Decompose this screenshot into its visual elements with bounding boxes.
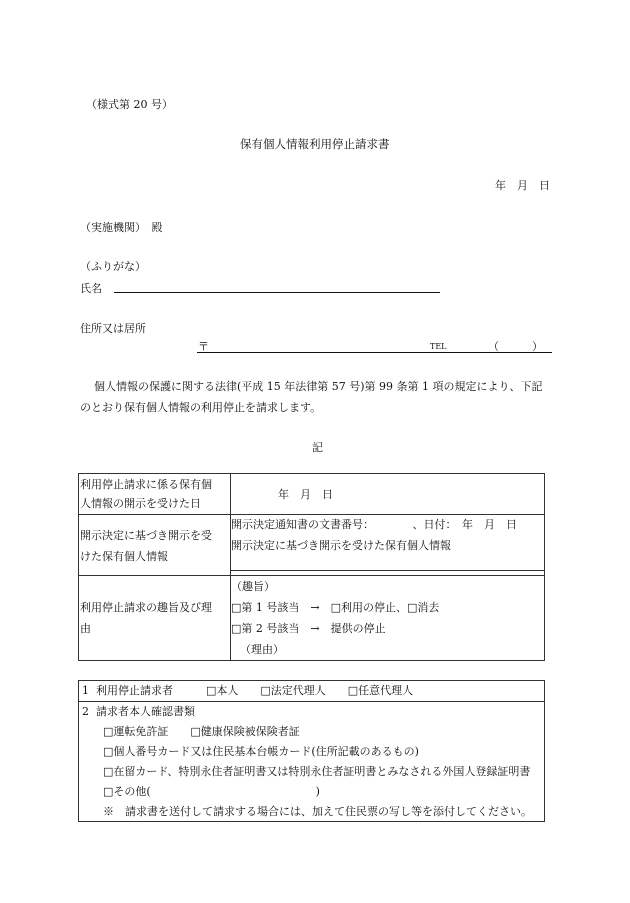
furigana-label: （ふりがな） <box>80 260 146 273</box>
row2-label-1: 開示決定に基づき開示を受 <box>80 529 212 542</box>
name-label: 氏名 <box>80 282 102 295</box>
table-row-divider <box>78 575 545 576</box>
id-doc-option-1[interactable]: □運転免許証 □健康保険被保険者証 <box>103 725 300 738</box>
date-line: 年 月 日 <box>495 179 550 192</box>
tel-label: TEL <box>430 342 447 351</box>
row3-label-2: 由 <box>80 622 91 635</box>
row1-value[interactable]: 年 月 日 <box>278 488 333 501</box>
addressee: （実施機関） 殿 <box>80 221 163 234</box>
section-1-text[interactable]: 利用停止請求者 □本人 □法定代理人 □任意代理人 <box>96 684 414 697</box>
name-field-line[interactable] <box>114 292 440 293</box>
row3-value-3[interactable]: □第 2 号該当 → 提供の停止 <box>231 622 386 635</box>
id-doc-option-other[interactable]: □その他( ) <box>103 785 320 798</box>
table-row-divider <box>230 570 545 571</box>
row1-label-1: 利用停止請求に係る保有個 <box>80 478 212 491</box>
row3-value-1: （趣旨） <box>231 580 275 593</box>
tel-parens: （ ） <box>488 340 543 353</box>
address-label: 住所又は居所 <box>80 322 146 335</box>
row2-value-1[interactable]: 開示決定通知書の文書番号： 、日付： 年 月 日 <box>231 518 517 531</box>
address-field-line[interactable] <box>197 352 552 353</box>
section-1-number: 1 <box>82 684 89 697</box>
id-doc-option-3[interactable]: □在留カード、特別永住者証明書又は特別永住者証明書とみなされる外国人登録証明書 <box>103 765 531 778</box>
row2-value-2[interactable]: 開示決定に基づき開示を受けた保有個人情報 <box>231 539 451 552</box>
body-line-2: のとおり保有個人情報の利用停止を請求します。 <box>80 401 322 414</box>
row3-value-4: （理由） <box>240 643 284 656</box>
body-line-1: 個人情報の保護に関する法律(平成 15 年法律第 57 号)第 99 条第 1 項の規定により、下記 <box>94 380 543 393</box>
row1-label-2: 人情報の開示を受けた日 <box>80 497 201 510</box>
row3-label-1: 利用停止請求の趣旨及び理 <box>80 601 212 614</box>
page-title: 保有個人情報利用停止請求書 <box>240 137 390 151</box>
ki-label: 記 <box>312 441 323 454</box>
form-number: （様式第 20 号） <box>86 98 173 111</box>
section-2-text: 請求者本人確認書類 <box>96 705 195 718</box>
row2-label-2: けた保有個人情報 <box>80 550 168 563</box>
note-text: ※ 請求書を送付して請求する場合には、加えて住民票の写し等を添付してください。 <box>103 805 532 818</box>
id-doc-option-2[interactable]: □個人番号カード又は住民基本台帳カード(住所記載のあるもの) <box>103 745 419 758</box>
section-2-number: 2 <box>82 705 89 718</box>
postal-mark: 〒 <box>198 340 209 353</box>
row3-value-2[interactable]: □第 1 号該当 → □利用の停止、□消去 <box>231 601 440 614</box>
